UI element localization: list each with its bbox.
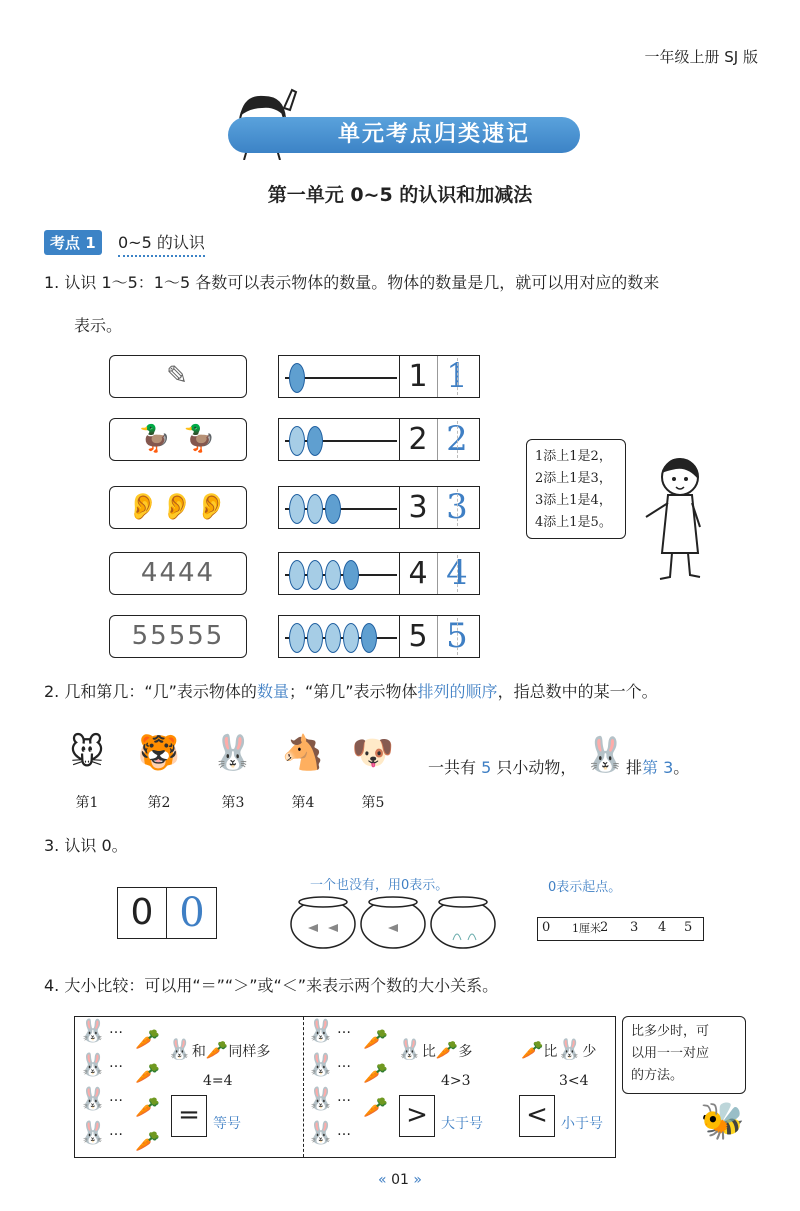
bead <box>307 560 323 590</box>
carrot-icon: 🥕 <box>135 1027 160 1051</box>
eq-name: 等号 <box>213 1116 241 1132</box>
tip-line-3: 的方法。 <box>631 1068 684 1083</box>
object-box: 🦆 🦆 <box>109 418 247 461</box>
bead-box <box>278 418 480 461</box>
unit-title: 第一单元 0~5 的认识和加减法 <box>267 184 533 206</box>
digit-trace-cell: 1 <box>437 356 476 397</box>
carrot-icon: 🥕 <box>363 1095 388 1119</box>
tip-bubble <box>622 1016 746 1094</box>
edition-label: 一年级上册 SJ 版 <box>644 48 758 66</box>
keyword-order: 排列的顺序 <box>417 682 498 701</box>
animal-ordinal: 第3 <box>221 795 245 811</box>
ruler-label: 1厘米 <box>572 922 601 935</box>
rabbit-icon: 🐰 <box>307 1053 335 1078</box>
bead <box>361 623 377 653</box>
ruler-label: 0 <box>542 920 551 935</box>
bead-box <box>278 355 480 398</box>
rabbit-icon: 🐰 <box>307 1019 335 1044</box>
carrot-icon: 🥕 <box>363 1061 388 1085</box>
animal-icon: 🐶 <box>351 733 395 773</box>
zero-writing-box <box>117 887 217 939</box>
girl-speech-bubble <box>526 439 626 539</box>
bead <box>343 560 359 590</box>
digit-trace-cell: 3 <box>437 487 476 528</box>
bead-box <box>278 486 480 529</box>
correspond-dots: … <box>109 1055 123 1071</box>
bead <box>289 623 305 653</box>
animal-icon: 🐯 <box>137 733 181 773</box>
correspond-dots: … <box>337 1021 351 1037</box>
rabbit-icon: 🐰 <box>79 1019 107 1044</box>
rabbit-icon: 🐰 <box>79 1053 107 1078</box>
correspond-dots: … <box>109 1021 123 1037</box>
correspond-dots: … <box>109 1123 123 1139</box>
ruler-label: 2 <box>600 920 609 935</box>
bead <box>307 494 323 524</box>
rabbit-icon: 🐰 <box>79 1087 107 1112</box>
animal-ordinal: 第4 <box>291 795 315 811</box>
carrot-icon: 🥕 <box>363 1027 388 1051</box>
speech-line-4: 4添上1是5。 <box>535 515 612 530</box>
bee-icon: 🐝 <box>700 1101 745 1142</box>
ruler-label: 3 <box>630 920 639 935</box>
correspond-dots: … <box>109 1089 123 1105</box>
panel-divider <box>303 1017 304 1157</box>
section2-text: 2. 几和第几：“几”表示物体的数量；“第几”表示物体排列的顺序，指总数中的某一个。 <box>44 682 658 701</box>
bead-box <box>278 552 480 595</box>
speech-line-1: 1添上1是2， <box>535 449 612 464</box>
tip-line-2: 以用一一对应 <box>631 1046 710 1061</box>
speech-line-3: 3添上1是4， <box>535 493 612 508</box>
bead <box>325 623 341 653</box>
zero-trace: 0 <box>166 888 217 938</box>
carrot-icon: 🥕 <box>135 1095 160 1119</box>
animal-summary: 一共有 5 只小动物， <box>428 758 577 777</box>
bead <box>289 426 305 456</box>
bead <box>325 494 341 524</box>
gt-name: 大于号 <box>441 1116 483 1132</box>
animal-ordinal: 第2 <box>147 795 171 811</box>
zero-note-right: 0表示起点。 <box>548 880 622 895</box>
rabbit-icon: 🐰 <box>307 1121 335 1146</box>
bead <box>289 494 305 524</box>
zero-note-left: 一个也没有，用0表示。 <box>310 878 449 893</box>
object-box: 4444 <box>109 552 247 595</box>
ruler-label: 4 <box>658 920 667 935</box>
same-label: 🐰和🥕同样多 <box>167 1037 271 1061</box>
section4-title: 4. 大小比较：可以用“＝”“＞”或“＜”来表示两个数的大小关系。 <box>44 976 499 995</box>
digit-trace-cell: 2 <box>437 419 476 460</box>
rabbit-icon: 🐰 <box>307 1087 335 1112</box>
digit-cell: 1 <box>399 356 436 397</box>
unit-banner: 单元考点归类速记 <box>228 117 580 153</box>
section1-line2: 表示。 <box>74 316 123 335</box>
correspond-dots: … <box>337 1089 351 1105</box>
girl-illustration <box>638 455 718 585</box>
lt-name: 小于号 <box>561 1116 603 1132</box>
object-box: ✎ <box>109 355 247 398</box>
object-box: 55555 <box>109 615 247 658</box>
total-count: 5 <box>481 758 492 777</box>
bead <box>289 363 305 393</box>
lt-expression: 3<4 <box>559 1073 589 1089</box>
correspond-dots: … <box>337 1055 351 1071</box>
digit-cell: 2 <box>399 419 436 460</box>
kaodian-title: 0~5 的认识 <box>118 230 205 257</box>
digit-trace-cell: 4 <box>437 553 476 594</box>
digit-cell: 4 <box>399 553 436 594</box>
animal-ordinal: 第5 <box>361 795 385 811</box>
bead <box>289 560 305 590</box>
gt-expression: 4>3 <box>441 1073 471 1089</box>
keyword-quantity: 数量 <box>256 682 289 701</box>
ruler-label: 5 <box>684 920 693 935</box>
eq-symbol: = <box>171 1095 207 1137</box>
animal-icon: 🐰 <box>211 733 255 773</box>
bead <box>307 623 323 653</box>
kaodian-badge: 考点 1 <box>44 230 102 255</box>
page-number: « 01 » <box>378 1172 422 1188</box>
animal-ordinal: 第1 <box>75 795 99 811</box>
section1-line1: 1. 认识 1～5：1～5 各数可以表示物体的数量。物体的数量是几，就可以用对应的数来 <box>44 273 660 292</box>
eq-expression: 4=4 <box>203 1073 233 1089</box>
speech-line-2: 2添上1是3， <box>535 471 612 486</box>
rabbit-icon: 🐰 <box>584 735 627 775</box>
carrot-icon: 🥕 <box>135 1061 160 1085</box>
bead <box>325 560 341 590</box>
bead <box>307 426 323 456</box>
carrot-icon: 🥕 <box>135 1129 160 1153</box>
bead-box <box>278 615 480 658</box>
bead <box>343 623 359 653</box>
digit-cell: 5 <box>399 616 436 657</box>
rabbit-rank: 排第 3。 <box>626 758 690 777</box>
tip-line-1: 比多少时，可 <box>631 1024 710 1039</box>
digit-cell: 3 <box>399 487 436 528</box>
fish-bowls <box>288 892 498 950</box>
section3-title: 3. 认识 0。 <box>44 836 128 855</box>
digit-trace-cell: 5 <box>437 616 476 657</box>
comparison-panel <box>74 1016 616 1158</box>
ruler <box>537 917 704 941</box>
more-label: 🐰比🥕多 <box>397 1037 473 1061</box>
animal-icon: 🐭 <box>69 733 105 773</box>
animal-icon: 🐴 <box>281 733 325 773</box>
less-label: 🥕比🐰少 <box>521 1037 597 1061</box>
object-box: 👂👂👂 <box>109 486 247 529</box>
zero-digit: 0 <box>130 892 154 933</box>
gt-symbol: > <box>399 1095 435 1137</box>
rank-value: 第 3 <box>642 758 674 777</box>
lt-symbol: < <box>519 1095 555 1137</box>
correspond-dots: … <box>337 1123 351 1139</box>
rabbit-icon: 🐰 <box>79 1121 107 1146</box>
